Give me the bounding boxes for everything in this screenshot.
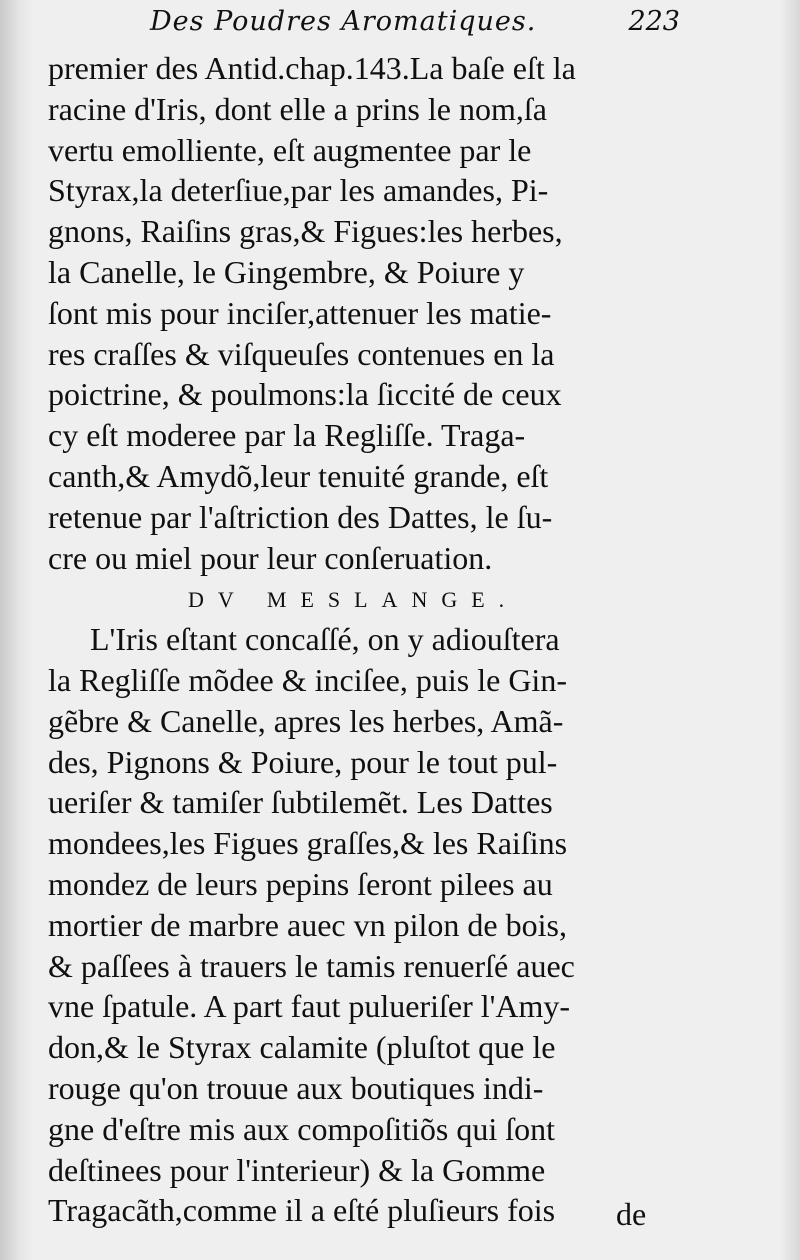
text-line: premier des Antid.chap.143.La baſe eſt la: [48, 50, 576, 86]
text-line: cre ou miel pour leur conſeruation.: [48, 539, 493, 576]
text-line: mondees,les Figues graſſes,& les Raiſins: [48, 825, 568, 862]
text-line: retenue par l'aſtriction des Dattes, le ſu-: [48, 498, 553, 535]
running-head: Des Poudres Aromatiques.: [150, 6, 537, 37]
text-line: ſont mis pour inciſer,attenuer les matie-: [48, 294, 552, 331]
text-line: canth,& Amydõ,leur tenuité grande, eſt: [48, 457, 549, 494]
text-line: res craſſes & viſqueuſes contenues en la: [48, 335, 555, 372]
text-line: gne d'eſtre mis aux compoſitiõs qui ſont: [48, 1110, 556, 1147]
page-edge-shadow: [780, 0, 800, 1260]
text-line: & paſſees à trauers le tamis renuerſé auec: [48, 947, 575, 984]
text-line: vne ſpatule. A part faut pulueriſer l'Amy-: [48, 988, 571, 1025]
text-line: Tragacãth,comme il a eſté pluſieurs fois: [48, 1192, 556, 1229]
body-text: [48, 48, 668, 1231]
text-line: gnons, Raiſins gras,& Figues:les herbes,: [48, 213, 563, 250]
text-line: mondez de leurs pepins ſeront pilees au: [48, 865, 553, 902]
text-line: cy eſt moderee par la Regliſſe. Traga-: [48, 417, 526, 454]
text-line: la Canelle, le Gingembre, & Poiure y: [48, 253, 525, 290]
text-line: rouge qu'on trouue aux boutiques indi-: [48, 1069, 544, 1106]
catchword: de: [616, 1196, 647, 1232]
text-line: gẽbre & Canelle, apres les herbes, Amã-: [48, 702, 564, 739]
text-line: poictrine, & poulmons:la ſiccité de ceux: [48, 376, 562, 413]
text-line: deſtinees pour l'interieur) & la Gomme: [48, 1151, 546, 1188]
binding-shadow: [0, 0, 34, 1260]
text-line: mortier de marbre auec vn pilon de bois,: [48, 906, 567, 943]
text-line: L'Iris eſtant concaſſé, on y adiouſtera: [90, 621, 560, 658]
text-line: Styrax,la deterſiue,par les amandes, Pi-: [48, 172, 549, 209]
text-line: la Regliſſe mõdee & inciſee, puis le Gin-: [48, 661, 567, 698]
page-number: 223: [628, 6, 680, 37]
section-heading: DV MESLANGE.: [188, 587, 519, 613]
text-line: ueriſer & tamiſer ſubtilemẽt. Les Dattes: [48, 784, 553, 821]
text-line: don,& le Styrax calamite (pluſtot que le: [48, 1029, 556, 1066]
text-line: racine d'Iris, dont elle a prins le nom,ſa: [48, 90, 547, 127]
text-line: des, Pignons & Poiure, pour le tout pul-: [48, 743, 558, 780]
text-line: vertu emolliente, eſt augmentee par le: [48, 131, 532, 168]
